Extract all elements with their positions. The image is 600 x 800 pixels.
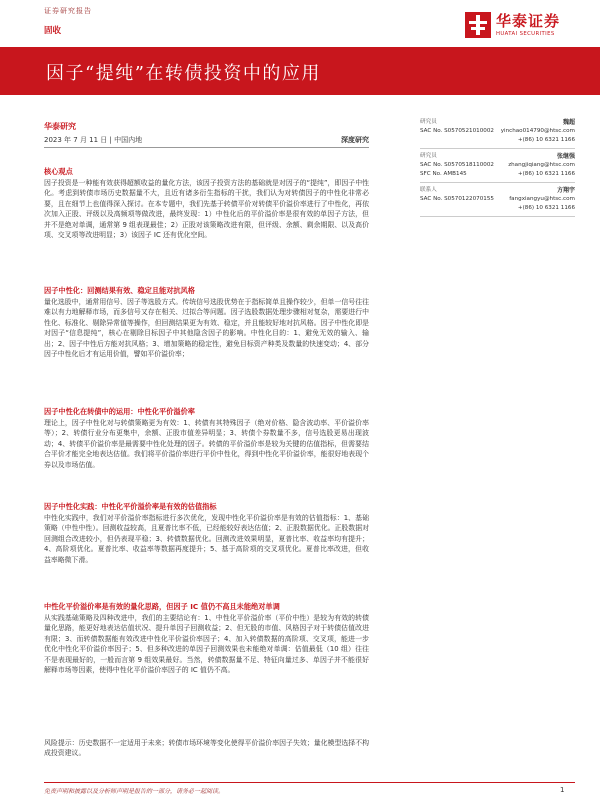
footer-divider <box>44 782 575 783</box>
analyst-role: 研究员 <box>420 153 437 159</box>
analyst-name: 魏超 <box>562 119 575 126</box>
page-title: 因子“提纯”在转债投资中的应用 <box>46 63 321 84</box>
page-number: 1 <box>560 786 565 794</box>
report-type: 深度研究 <box>341 136 369 144</box>
analyst-phone: +(86) 10 6321 1166 <box>517 171 575 177</box>
huatai-logo <box>465 10 575 44</box>
logo-mark-icon <box>465 12 491 38</box>
analyst-name: 张继强 <box>556 153 575 160</box>
section-heading: 因子中性化：回测结果有效、稳定且能对抗风格 <box>44 286 195 295</box>
section-heading: 因子中性化实践：中性化平价溢价率是有效的估值指标 <box>44 502 217 511</box>
title-banner <box>0 47 600 95</box>
analyst-role: 研究员 <box>420 119 437 125</box>
section-text: 从实践基础策略及四种改进中，我们的主要结论有：1、中性化平价溢价率（平价中性）是较为有效的转债量化思路，能更好地表达估值状况、提升单因子回测收益；2、但无股的市值、风格因子对于转债估值改进有限；3、而转债数据能有效改进中性化平价溢价率因子；4、加入转债数据的高阶项、交叉项，能进一步优化中性化平价溢价率因子；5、但多种改进的单因子回测效果也未能绝对单调：估值最低（10 组）往往不是表现最好的，一般而言第 9 组效果最好。当然，转债数据量不足、特征向量过多、单因子并不能很好解释市场等因素，使得中性化平价溢价率因子的 IC 值仍不高。 <box>44 614 369 675</box>
risk-warning: 风险提示：历史数据不一定适用于未来；转债市场环境等变化使得平价溢价率因子失效；量化模型选择不构成投资建议。 <box>44 739 369 758</box>
divider <box>420 182 575 183</box>
logo-text-cn: 华泰证券 <box>496 12 561 30</box>
report-category: 固收 <box>44 26 62 36</box>
analyst-phone: +(86) 10 6321 1166 <box>517 205 575 211</box>
analyst-phone: +(86) 10 6321 1166 <box>517 137 575 143</box>
analyst-card <box>420 118 575 145</box>
section-text: 中性化实践中，我们对平价溢价率指标进行多次优化，发现中性化平价溢价率是有效的估值指标：1、基础策略（中性中性）。回测收益较高，且夏普比率不低，已经能较好表达估值；2、正股数据优化。正股数据对回测组合改进较小，但仍表现平稳；3、转债数据优化。回测改进效果明显，夏普比率、收益率均有提升；4、高阶项优化。夏普比率、收益率等数据再度提升；5、基于高阶项的交叉项优化。夏普比率改进，但收益率略微下滑。 <box>44 514 369 564</box>
section-text: 量化选股中，通常用信号、因子等选股方式。传统信号选股优势在于指标简单且操作较少，但单一信号往往难以有力地解释市场，而多信号又存在相关、过拟合等问题。因子选股数据处理步骤相对复杂，需要进行中性化、标准化、剔除异常值等操作，但回测结果更为有效、稳定，并且能较好地对抗风格。因子中性化即是对因子“信息提纯”，核心在剔除目标因子中其他隐含因子的影响。中性化目的：1、避免无效的输入、输出；2、因子中性后方能对抗风格；3、增加策略的稳定性，避免目标资产种类及数量的快速变动；4、部分因子中性化后才有运用价值，譬如平价溢价率； <box>44 298 369 359</box>
divider <box>44 147 369 148</box>
report-label: 证券研究报告 <box>44 7 92 15</box>
divider <box>420 148 575 149</box>
section-heading: 核心观点 <box>44 167 73 176</box>
analyst-sac: SAC No. S0570521010002 <box>420 128 494 134</box>
analyst-card <box>420 186 575 213</box>
section-text: 理论上，因子中性化对与转债策略更为有效：1、转债有其特殊因子（绝对价格、隐含波动率、平价溢价率等）；2、转债行业分布更集中，余额、正股市值差异明显；3、转债个券数量不多，信号选股更易出现波动；4、转债平价溢价率是最需要中性化处理的因子。转债的平价溢价率是较为关键的估值指标，但需要结合平价才能完全地表达估值。我们将平价溢价率进行平价中性化，得到中性化平价溢价率，能很好地表现个券以及市场估值。 <box>44 419 369 469</box>
analyst-role: 联系人 <box>420 187 437 193</box>
disclaimer: 免责声明和披露以及分析师声明是报告的一部分，请务必一起阅读。 <box>44 788 225 795</box>
analyst-email[interactable]: fangxiangyu@htsc.com <box>509 196 575 202</box>
logo-text-en: HUATAI SECURITIES <box>496 31 555 37</box>
analyst-card <box>420 152 575 179</box>
section-heading: 因子中性化在转债中的运用：中性化平价溢价率 <box>44 407 195 416</box>
date-region <box>44 135 369 145</box>
section-heading: 中性化平价溢价率是有效的量化思路，但因子 IC 值仍不高且未能绝对单调 <box>44 602 280 611</box>
section-text: 因子投资是一种能有效获得超额收益的量化方法，该因子投资方法的基础就是对因子的“提纯”，即因子中性化。考虑到转债市场历史数据量不大，且近有诸多衍生指标的干扰，我们认为对转债因子的中性化非常必要，且在细节上也值得深入探讨。在本专题中，我们先基于转债平价对转债平价溢价率进行了中性化，再依次加入正股、评级以及高频项等做改进，最终发现：1）中性化后的平价溢价率是很有效的单因子方法，但并不是绝对单调，通常第 9 组表现最佳；2）正股对该策略改进有限，但评级、余额、剩余期限、以及高价项、交叉项等改进明显；3）该因子 IC 还有优化空间。 <box>44 179 369 240</box>
divider <box>420 216 575 217</box>
analyst-sac: SAC No. S0570122070155 <box>420 196 494 202</box>
analyst-email[interactable]: zhangjiqiang@htsc.com <box>508 162 575 168</box>
analyst-email[interactable]: yinchao014790@htsc.com <box>500 128 575 134</box>
date-text: 2023 年 7 月 11 日 | 中国内地 <box>44 136 143 144</box>
analyst-name: 方翔宇 <box>556 187 575 194</box>
org-name: 华泰研究 <box>44 122 76 131</box>
analyst-sac: SAC No. S0570518110002 <box>420 162 494 168</box>
analyst-sfc: SFC No. AMB145 <box>420 171 467 177</box>
